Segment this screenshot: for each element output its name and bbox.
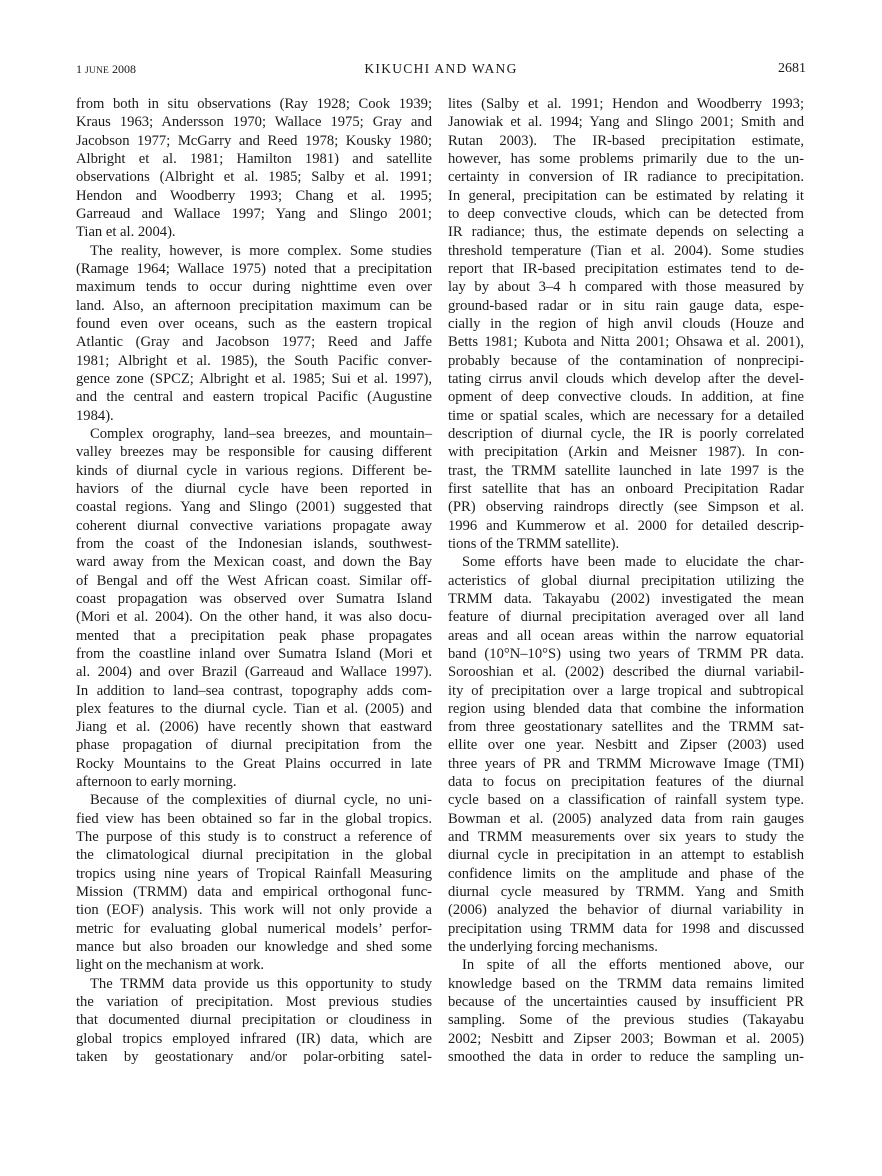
text-line: data to focus on precipitation features of the diurnal xyxy=(448,774,804,791)
text-line: opment of deep convective clouds. In addition, at fine xyxy=(448,389,804,406)
text-line: the climatological diurnal precipitation in the global xyxy=(76,847,432,864)
text-line: taken by geostationary and/or polar-orbiting satel- xyxy=(76,1049,432,1066)
text-line: certainty in conversion of IR radiance to precipitation. xyxy=(448,169,804,186)
text-line: In general, precipitation can be estimated by relating it xyxy=(448,187,804,204)
text-line: time or spatial scales, which are necessary for a detailed xyxy=(448,407,804,424)
text-line: Kraus 1963; Andersson 1970; Wallace 1975; Gray and xyxy=(76,114,432,131)
text-line: mance but also broaden our knowledge and shed some xyxy=(76,939,432,956)
text-line: The purpose of this study is to construct a reference of xyxy=(76,829,432,846)
text-line: however, has some problems primarily due to the un- xyxy=(448,150,804,167)
date-day: 1 xyxy=(76,62,85,76)
text-line: from three geostationary satellites and the TRMM sat- xyxy=(448,719,804,736)
text-line: ellite over one year. Nesbitt and Zipser (2003) used xyxy=(448,737,804,754)
page-number: 2681 xyxy=(778,61,806,76)
text-line: the variation of precipitation. Most previous studies xyxy=(76,994,432,1011)
text-line: Complex orography, land–sea breezes, and mountain– xyxy=(90,425,432,442)
text-line: gence zone (SPCZ; Albright et al. 1985; Sui et al. 1997), xyxy=(76,370,432,387)
text-line: with precipitation (Arkin and Meisner 1987). In con- xyxy=(448,444,804,461)
text-line: Atlantic (Gray and Jacobson 1977; Reed and Jaffe xyxy=(76,334,432,351)
text-line: acteristics of global diurnal precipitation utilizing the xyxy=(448,572,804,589)
paragraph xyxy=(76,975,432,1067)
text-line: 2002; Nesbitt and Zipser 2003; Bowman et al. 2005) xyxy=(448,1030,804,1047)
text-line: from the coastline inland over Sumatra Island (Mori et xyxy=(76,645,432,662)
text-line: the underlying forcing mechanisms. xyxy=(448,939,658,956)
text-line: region using blended data that combine the information xyxy=(448,700,804,717)
text-line: from both in situ observations (Ray 1928; Cook 1939; xyxy=(76,96,432,112)
text-line: ity of precipitation over a large tropical and subtropical xyxy=(448,682,804,699)
text-line: coast propagation was observed over Sumatra Island xyxy=(76,590,432,607)
paragraph xyxy=(448,95,804,553)
text-line: Albright et al. 1981; Hamilton 1981) and satellite xyxy=(76,150,432,167)
paragraph xyxy=(76,242,432,425)
text-line: Bowman et al. (2005) analyzed data from rain gauges xyxy=(448,810,804,827)
text-line: afternoon to early morning. xyxy=(76,774,237,791)
text-line: ward away from the Mexican coast, and down the Bay xyxy=(76,554,432,571)
text-line: Hendon and Woodberry 1993; Chang et al. 1995; xyxy=(76,187,432,204)
text-line: (Ramage 1964; Wallace 1975) noted that a precipitation xyxy=(76,260,432,277)
text-line: observations (Albright et al. 1985; Salby et al. 1991; xyxy=(76,169,432,186)
text-line: feature of diurnal precipitation averaged over all land xyxy=(448,609,804,626)
running-header xyxy=(76,62,806,82)
text-line: (Mori et al. 2004). On the other hand, it was also docu- xyxy=(76,609,432,626)
text-line: Jacobson 1977; McGarry and Reed 1978; Kousky 1980; xyxy=(76,132,432,149)
text-line: tion (EOF) analysis. This work will not only provide a xyxy=(76,902,432,919)
text-line: coherent diurnal convective variations propagate away xyxy=(76,517,432,534)
text-line: diurnal cycle measured by TRMM. Yang and Smith xyxy=(448,884,804,901)
text-line: haviors of the diurnal cycle have been reported in xyxy=(76,480,432,497)
text-line: In addition to land–sea contrast, topography adds com- xyxy=(76,682,432,699)
text-line: diurnal cycle in precipitation in an attempt to establish xyxy=(448,847,804,864)
text-line: Janowiak et al. 1994; Yang and Slingo 2001; Smith and xyxy=(448,114,804,131)
text-line: of Bengal and off the West African coast. Similar off- xyxy=(76,572,432,589)
text-line: lay by about 3–4 h compared with those measured by xyxy=(448,279,804,296)
text-line: probably because of the contamination of nonprecipi- xyxy=(448,352,804,369)
text-line: maximum tends to occur during nighttime even over xyxy=(76,279,432,296)
text-line: cially in the region of high anvil clouds (Houze and xyxy=(448,315,804,332)
text-line: (2006) analyzed the behavior of diurnal variability in xyxy=(448,902,804,919)
text-line: phase propagation of diurnal precipitation from the xyxy=(76,737,432,754)
text-line: metric for evaluating global numerical models’ perfor- xyxy=(76,920,432,937)
text-line: light on the mechanism at work. xyxy=(76,957,265,974)
text-line: and the central and eastern tropical Pacific (Augustine xyxy=(76,389,432,406)
text-line: Jiang et al. (2006) have recently shown that eastward xyxy=(76,719,432,736)
text-line: The TRMM data provide us this opportunity to study xyxy=(90,975,432,992)
date-year: 2008 xyxy=(109,62,137,76)
text-line: al. 2004) and over Brazil (Garreaud and Wallace 1997). xyxy=(76,664,432,681)
text-line: global tropics employed infrared (IR) data, which are xyxy=(76,1030,432,1047)
text-line: Garreaud and Wallace 1997; Yang and Slingo 2001; xyxy=(76,205,432,222)
text-line: trast, the TRMM satellite launched in late 1997 is the xyxy=(448,462,804,479)
text-line: Betts 1981; Kubota and Nitta 2001; Ohsawa et al. 2001), xyxy=(448,334,804,351)
text-line: report that IR-based precipitation estimates tend to de- xyxy=(448,260,804,277)
text-line: IR radiance; thus, the estimate depends on selecting a xyxy=(448,224,804,241)
text-line: sampling. Some of the previous studies (Takayabu xyxy=(448,1012,804,1029)
text-line: 1996 and Kummerow et al. 2000 for detailed descrip- xyxy=(448,517,804,534)
paragraph xyxy=(448,553,804,956)
text-line: fied view has been obtained so far in the global tropics. xyxy=(76,810,432,827)
text-line: smoothed the data in order to reduce the sampling un- xyxy=(448,1049,804,1066)
text-line: Because of the complexities of diurnal cycle, no uni- xyxy=(90,792,432,809)
text-line: (PR) observing raindrops directly (see Simpson et al. xyxy=(448,499,804,516)
right-column xyxy=(448,95,804,1066)
text-line: ground-based radar or in situ rain gauge data, espe- xyxy=(448,297,804,314)
paragraph xyxy=(76,95,432,242)
text-line: Tian et al. 2004). xyxy=(76,224,176,241)
paragraph xyxy=(76,791,432,974)
text-line: three years of PR and TRMM Microwave Image (TMI) xyxy=(448,755,804,772)
running-title: KIKUCHI AND WANG xyxy=(364,61,518,76)
text-line: description of diurnal cycle, the IR is poorly correlated xyxy=(448,425,804,442)
text-line: Some efforts have been made to elucidate the char- xyxy=(462,554,804,571)
text-line: tions of the TRMM satellite). xyxy=(448,535,620,552)
text-line: 1984). xyxy=(76,407,114,424)
text-line: Sorooshian et al. (2002) described the diurnal variabil- xyxy=(448,664,804,681)
text-line: 1981; Albright et al. 1985), the South Pacific conver- xyxy=(76,352,432,369)
text-line: lites (Salby et al. 1991; Hendon and Woodberry 1993; xyxy=(448,96,804,112)
text-line: from the coast of the Indonesian islands, southwest- xyxy=(76,535,432,552)
paragraph xyxy=(76,425,432,792)
text-line: kinds of diurnal cycle in various regions. Different be- xyxy=(76,462,432,479)
text-line: confidence limits on the amplitude and phase of the xyxy=(448,865,804,882)
text-line: plex features to the diurnal cycle. Tian et al. (2005) and xyxy=(76,700,432,717)
text-line: areas and all ocean areas within the narrow equatorial xyxy=(448,627,804,644)
text-line: to deep convective clouds, which can be detected from xyxy=(448,205,804,222)
left-column xyxy=(76,95,432,1066)
text-line: The reality, however, is more complex. Some studies xyxy=(90,242,432,259)
text-line: coastal regions. Yang and Slingo (2001) suggested that xyxy=(76,499,432,516)
paragraph xyxy=(448,956,804,1066)
text-line: Rutan 2003). The IR-based precipitation estimate, xyxy=(448,132,804,149)
text-line: In spite of all the efforts mentioned above, our xyxy=(462,957,804,974)
text-line: land. Also, an afternoon precipitation maximum can be xyxy=(76,297,432,314)
text-line: precipitation using TRMM data for 1998 and discussed xyxy=(448,920,804,937)
text-line: found even over oceans, such as the eastern tropical xyxy=(76,315,432,332)
text-line: band (10°N–10°S) using two years of TRMM PR data. xyxy=(448,645,804,662)
text-line: cycle based on a classification of rainfall system type. xyxy=(448,792,804,809)
text-line: tropics using nine years of Tropical Rainfall Measuring xyxy=(76,865,432,882)
text-line: knowledge based on the TRMM data remains limited xyxy=(448,975,804,992)
text-line: threshold temperature (Tian et al. 2004). Some studies xyxy=(448,242,804,259)
text-line: tating cirrus anvil clouds which develop after the devel- xyxy=(448,370,804,387)
text-line: TRMM data. Takayabu (2002) investigated the mean xyxy=(448,590,804,607)
text-line: valley breezes may be responsible for causing different xyxy=(76,444,432,461)
text-line: first satellite that has an onboard Precipitation Radar xyxy=(448,480,804,497)
date-month: JUNE xyxy=(85,66,110,76)
text-line: and TRMM measurements over six years to study the xyxy=(448,829,804,846)
text-line: mented that a precipitation peak phase propagates xyxy=(76,627,432,644)
text-line: that documented diurnal precipitation or cloudiness in xyxy=(76,1012,432,1029)
text-line: because of the uncertainties caused by insufficient PR xyxy=(448,994,804,1011)
text-line: Mission (TRMM) data and empirical orthogonal func- xyxy=(76,884,432,901)
text-line: Rocky Mountains to the Great Plains occurred in late xyxy=(76,755,432,772)
